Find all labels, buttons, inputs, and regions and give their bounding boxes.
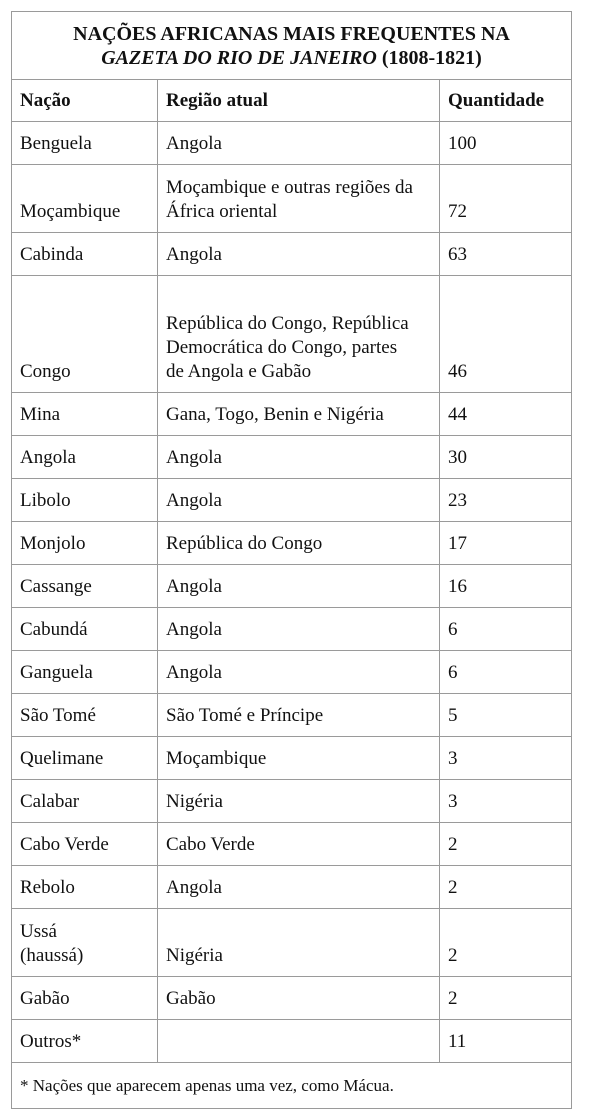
cell-quantidade: 46 bbox=[440, 276, 572, 393]
table-row bbox=[12, 651, 572, 694]
cell-regiao: Angola bbox=[158, 436, 440, 479]
cell-quantidade: 3 bbox=[440, 780, 572, 823]
cell-nacao: Benguela bbox=[12, 122, 158, 165]
cell-quantidade: 3 bbox=[440, 737, 572, 780]
table-row bbox=[12, 608, 572, 651]
table-title-row bbox=[12, 12, 572, 80]
table-row bbox=[12, 522, 572, 565]
document-table-wrapper bbox=[11, 11, 571, 1109]
cell-nacao: Ganguela bbox=[12, 651, 158, 694]
cell-quantidade: 6 bbox=[440, 651, 572, 694]
cell-nacao: Quelimane bbox=[12, 737, 158, 780]
cell-nacao: Cabo Verde bbox=[12, 823, 158, 866]
cell-regiao: Moçambique e outras regiões da África oriental bbox=[158, 165, 440, 233]
cell-quantidade: 63 bbox=[440, 233, 572, 276]
table-row bbox=[12, 780, 572, 823]
table-row bbox=[12, 909, 572, 977]
cell-nacao: Libolo bbox=[12, 479, 158, 522]
cell-quantidade: 23 bbox=[440, 479, 572, 522]
table-row bbox=[12, 694, 572, 737]
cell-regiao: Gabão bbox=[158, 977, 440, 1020]
table-row bbox=[12, 823, 572, 866]
table-title bbox=[12, 12, 572, 80]
cell-regiao: Nigéria bbox=[158, 909, 440, 977]
cell-regiao: Angola bbox=[158, 479, 440, 522]
cell-quantidade: 44 bbox=[440, 393, 572, 436]
cell-nacao: Outros* bbox=[12, 1020, 158, 1063]
cell-quantidade: 2 bbox=[440, 977, 572, 1020]
cell-nacao-text: Moçambique bbox=[20, 201, 121, 222]
cell-quantidade: 2 bbox=[440, 909, 572, 977]
table-title-period: (1808-1821) bbox=[376, 46, 482, 69]
cell-quantidade: 5 bbox=[440, 694, 572, 737]
cell-quantidade: 2 bbox=[440, 823, 572, 866]
cell-regiao bbox=[158, 1020, 440, 1063]
cell-quantidade: 2 bbox=[440, 866, 572, 909]
cell-nacao: São Tomé bbox=[12, 694, 158, 737]
nations-table bbox=[11, 11, 572, 1109]
cell-regiao: República do Congo, República Democrática do Congo, partes de Angola e Gabão bbox=[158, 276, 440, 393]
table-title-line1: NAÇÕES AFRICANAS MAIS FREQUENTES NA bbox=[73, 22, 510, 45]
table-row bbox=[12, 122, 572, 165]
cell-nacao: Cassange bbox=[12, 565, 158, 608]
column-header-nacao: Nação bbox=[12, 80, 158, 122]
cell-quantidade: 11 bbox=[440, 1020, 572, 1063]
cell-regiao: República do Congo bbox=[158, 522, 440, 565]
cell-regiao: Nigéria bbox=[158, 780, 440, 823]
cell-quantidade: 6 bbox=[440, 608, 572, 651]
table-row bbox=[12, 977, 572, 1020]
cell-nacao: Monjolo bbox=[12, 522, 158, 565]
cell-nacao: Cabinda bbox=[12, 233, 158, 276]
cell-nacao: Cabundá bbox=[12, 608, 158, 651]
footnote-row bbox=[12, 1063, 572, 1109]
cell-regiao: Gana, Togo, Benin e Nigéria bbox=[158, 393, 440, 436]
cell-quantidade: 72 bbox=[440, 165, 572, 233]
table-row bbox=[12, 165, 572, 233]
cell-nacao: Gabão bbox=[12, 977, 158, 1020]
cell-regiao: Angola bbox=[158, 608, 440, 651]
cell-nacao: Angola bbox=[12, 436, 158, 479]
cell-nacao: Rebolo bbox=[12, 866, 158, 909]
column-header-quantidade: Quantidade bbox=[440, 80, 572, 122]
cell-nacao: Calabar bbox=[12, 780, 158, 823]
table-row bbox=[12, 276, 572, 393]
cell-nacao: Mina bbox=[12, 393, 158, 436]
cell-regiao: Angola bbox=[158, 866, 440, 909]
cell-regiao: Angola bbox=[158, 233, 440, 276]
cell-nacao: Congo bbox=[12, 276, 158, 393]
cell-regiao: São Tomé e Príncipe bbox=[158, 694, 440, 737]
cell-quantidade: 30 bbox=[440, 436, 572, 479]
cell-regiao: Moçambique bbox=[158, 737, 440, 780]
table-row bbox=[12, 393, 572, 436]
table-row bbox=[12, 436, 572, 479]
cell-quantidade: 17 bbox=[440, 522, 572, 565]
cell-nacao: Ussá (haussá) bbox=[12, 909, 158, 977]
table-title-source: GAZETA DO RIO DE JANEIRO bbox=[101, 46, 377, 69]
column-header-regiao: Região atual bbox=[158, 80, 440, 122]
table-header-row bbox=[12, 80, 572, 122]
cell-nacao bbox=[12, 165, 158, 233]
table-row bbox=[12, 866, 572, 909]
cell-quantidade: 100 bbox=[440, 122, 572, 165]
cell-regiao: Angola bbox=[158, 122, 440, 165]
table-row bbox=[12, 1020, 572, 1063]
table-row bbox=[12, 479, 572, 522]
footnote: * Nações que aparecem apenas uma vez, como Mácua. bbox=[12, 1063, 572, 1109]
cell-regiao: Angola bbox=[158, 651, 440, 694]
cell-quantidade: 16 bbox=[440, 565, 572, 608]
cell-regiao: Angola bbox=[158, 565, 440, 608]
table-row bbox=[12, 233, 572, 276]
cell-regiao: Cabo Verde bbox=[158, 823, 440, 866]
table-row bbox=[12, 737, 572, 780]
table-row bbox=[12, 565, 572, 608]
